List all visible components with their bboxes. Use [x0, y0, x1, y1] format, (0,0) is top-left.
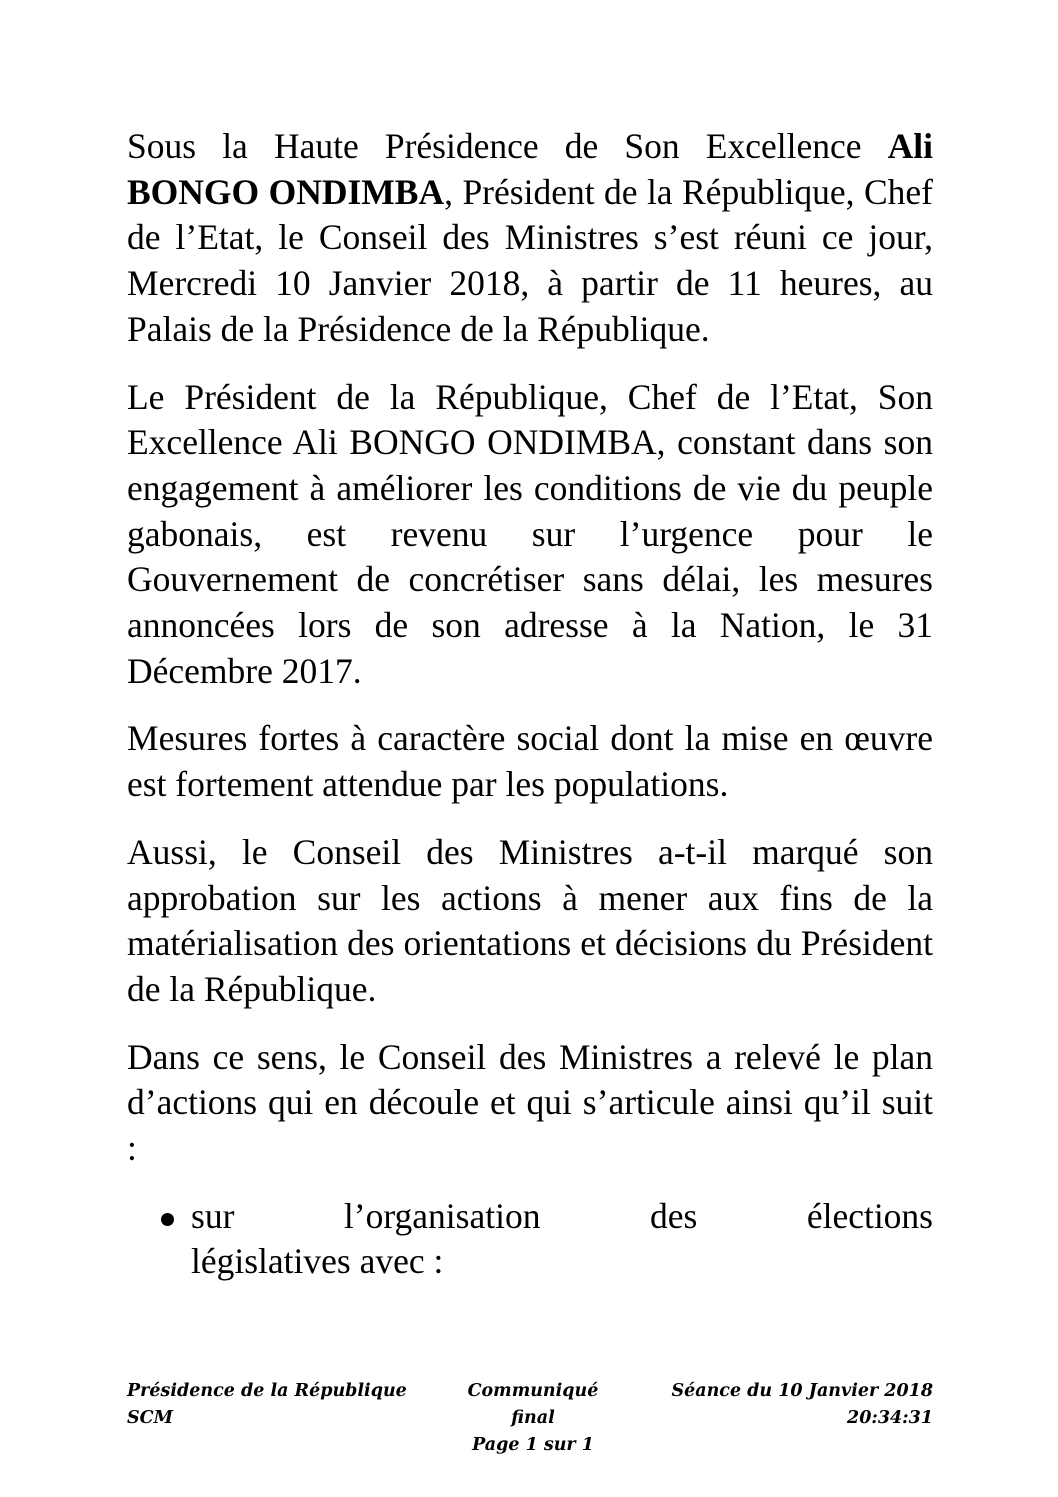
- paragraph-social-measures: Mesures fortes à caractère social dont la mise en œuvre est fortement attendue par les populations.: [127, 718, 933, 805]
- page-footer: [127, 1378, 933, 1455]
- footer-right: [671, 1378, 933, 1432]
- list-item: [127, 1194, 933, 1285]
- list-item-line: sur l’organisation des élections: [191, 1195, 933, 1236]
- footer-department: SCM: [127, 1408, 173, 1428]
- paragraph-text: Sous la Haute Présidence de Son Excellence: [127, 126, 888, 166]
- list-item-line: législatives avec :: [191, 1241, 444, 1282]
- paragraph-action-plan: Dans ce sens, le Conseil des Ministres a relevé le plan d’actions qui en découle et qui s’articule ainsi qu’il suit :: [127, 1036, 933, 1169]
- footer-session-date: Séance du 10 Janvier 2018: [671, 1381, 933, 1401]
- paragraph-presidency: [127, 124, 933, 353]
- footer-timestamp: 20:34:31: [847, 1408, 933, 1428]
- paragraph-text: , Président de la République, Chef de l’Etat, le Conseil des Ministres s’est réuni ce jour, Mercredi 10 Janvier 2018, à partir de 11 heures, au Palais de la Présidence de la République.: [127, 171, 933, 349]
- footer-institution: Présidence de la République: [127, 1381, 407, 1401]
- action-list: [127, 1194, 933, 1285]
- footer-center: [452, 1378, 614, 1459]
- paragraph-commitment: Le Président de la République, Chef de l’Etat, Son Excellence Ali BONGO ONDIMBA, constant dans son engagement à améliorer les conditions de vie du peuple gabonais, est revenu sur l’urgence pour le Gouvernement de concrétiser sans délai, les mesures annoncées lors de son adresse à la Nation, le 31 Décembre 2017.: [127, 376, 933, 691]
- document-body: [127, 124, 933, 1285]
- paragraph-approval: Aussi, le Conseil des Ministres a-t-il marqué son approbation sur les actions à mener aux fins de la matérialisation des orientations et décisions du Président de la République.: [127, 831, 933, 1009]
- footer-left: [127, 1378, 407, 1432]
- footer-doc-type: Communiqué final: [467, 1381, 599, 1428]
- footer-page-number: Page 1 sur 1: [472, 1435, 594, 1455]
- president-name: Ali BONGO ONDIMBA: [127, 126, 933, 212]
- bullet-icon: [161, 1213, 174, 1226]
